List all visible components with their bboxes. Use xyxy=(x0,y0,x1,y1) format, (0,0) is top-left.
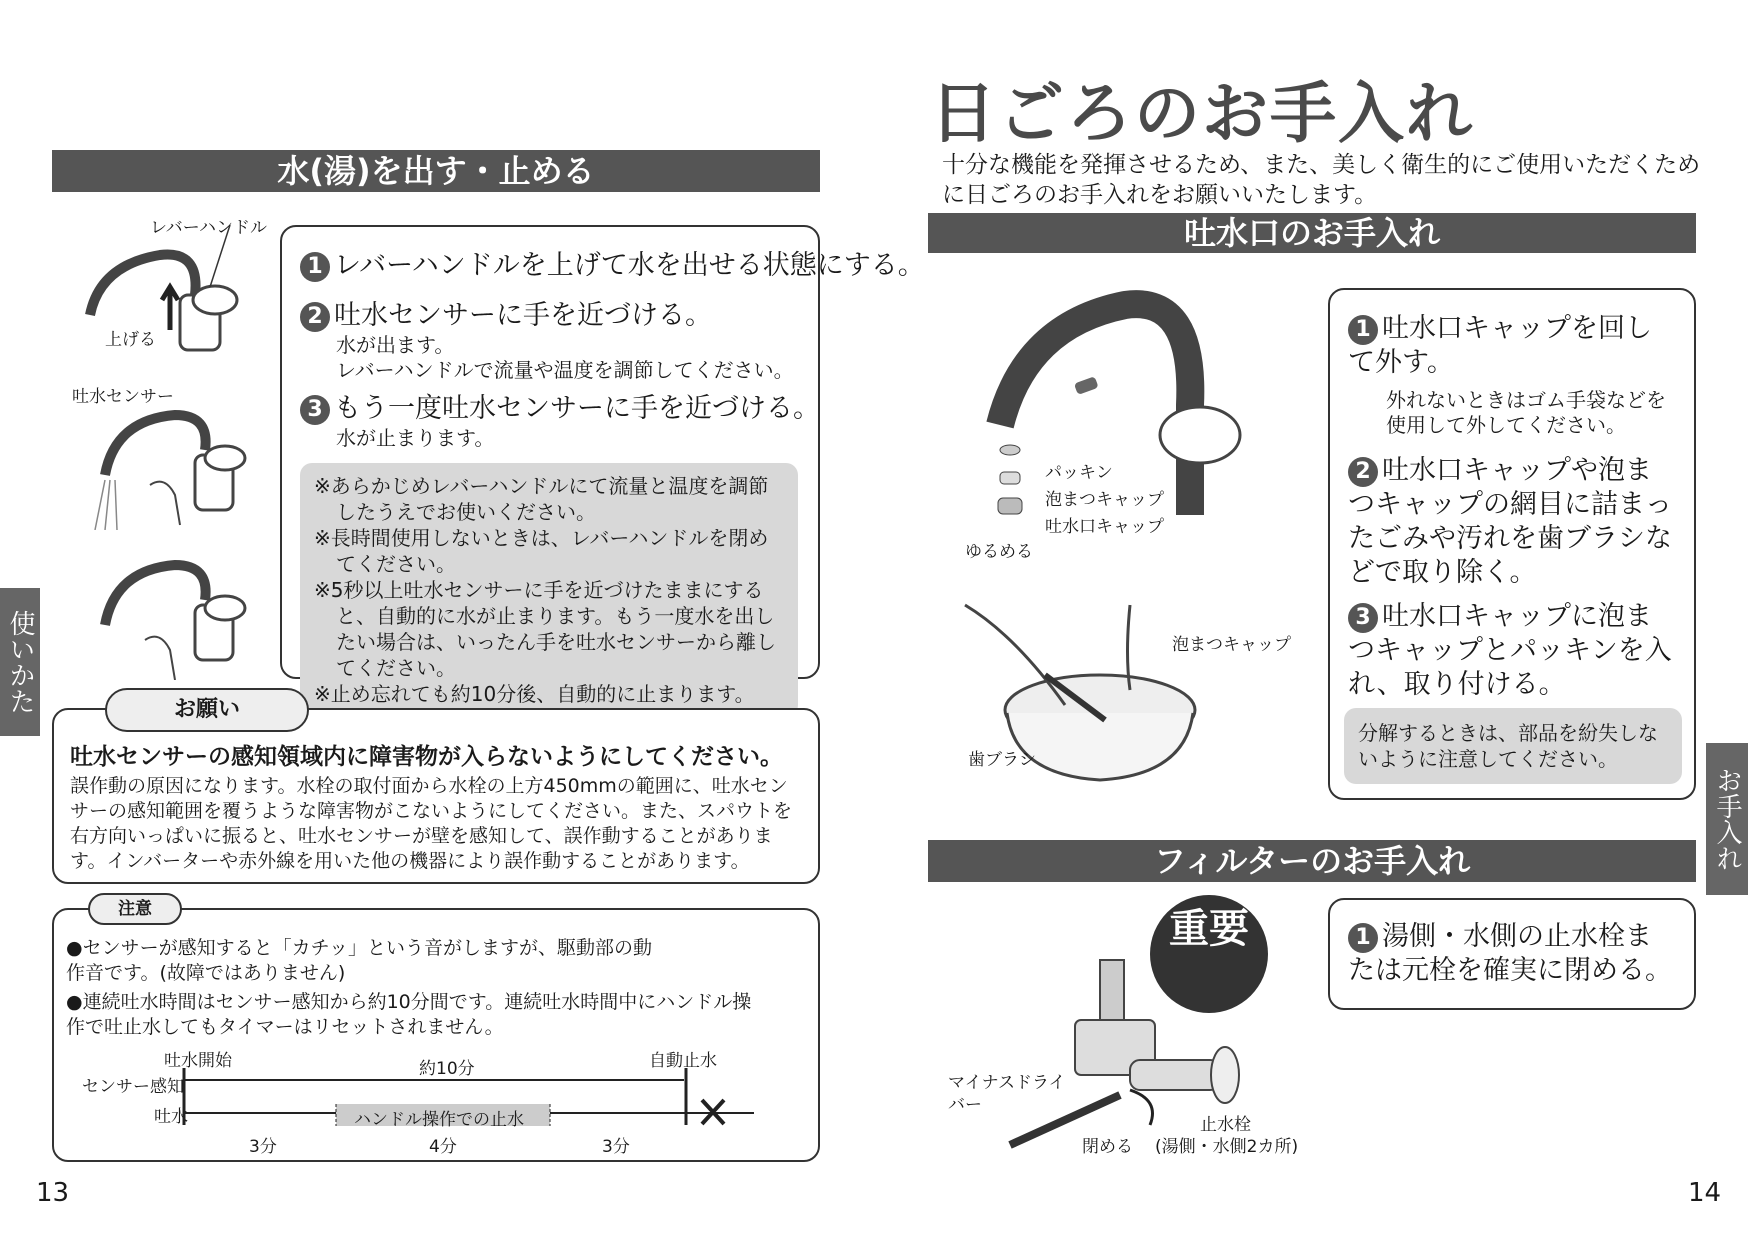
timeline-seg-2: 4分 xyxy=(429,1137,457,1157)
step-1-text: レバーハンドルを上げて水を出せる状態にする。 xyxy=(334,250,925,281)
step-number: 2 xyxy=(1348,457,1378,487)
filter-step-1 xyxy=(1348,920,1678,988)
step-number: 1 xyxy=(1348,923,1378,953)
side-tab-usage: 使いかた xyxy=(0,588,40,736)
step-2 xyxy=(300,299,794,383)
note-item: ※あらかじめレバーハンドルにて流量と温度を調節したうえでお使いください。 xyxy=(314,474,769,524)
side-tab-care: お手入れ xyxy=(1706,743,1748,895)
page-number-left: 13 xyxy=(36,1178,70,1208)
timeline-row-sensor: センサー感知 xyxy=(82,1077,184,1097)
page-number-right: 14 xyxy=(1688,1178,1722,1208)
page-title: 日ごろのお手入れ xyxy=(930,75,1474,152)
step-2-sub-1: 水が出ます。 xyxy=(336,333,455,357)
timeline-row-water: 吐水 xyxy=(154,1107,188,1127)
step-1 xyxy=(300,249,925,283)
spout-step-1-sub: 外れないときはゴム手袋などを使用して外してください。 xyxy=(1386,388,1666,437)
step-3-sub: 水が止まります。 xyxy=(336,426,495,450)
caution-label: 注意 xyxy=(88,893,182,925)
section-title-spout: 吐水口のお手入れ xyxy=(928,213,1696,253)
spout-note: 分解するときは、部品を紛失しないように注意してください。 xyxy=(1344,708,1682,784)
spout-parts-icons xyxy=(990,440,1050,540)
spout-step-1-text: 吐水口キャップを回して外す。 xyxy=(1348,313,1652,378)
request-box xyxy=(52,708,820,884)
label-toothbrush: 歯ブラシ xyxy=(968,750,1036,770)
steps-box-filter xyxy=(1328,898,1696,1010)
spout-step-1 xyxy=(1348,312,1678,438)
timeline-approx: 約10分 xyxy=(419,1059,475,1079)
spout-step-2 xyxy=(1348,454,1678,590)
faucet-illustration-hand-near xyxy=(85,400,265,530)
spout-step-2-text: 吐水口キャップや泡まつキャップの網目に詰まったごみや汚れを歯ブラシなどで取り除く。 xyxy=(1348,455,1672,588)
label-foam-cap: 泡まつキャップ xyxy=(1045,490,1164,510)
filter-step-1-text: 湯側・水側の止水栓または元栓を確実に閉める。 xyxy=(1348,921,1672,986)
spout-step-3-text: 吐水口キャップに泡まつキャップとパッキンを入れ、取り付ける。 xyxy=(1348,601,1672,700)
intro-text: 十分な機能を発揮させるため、また、美しく衛生的にご使用いただくために日ごろのお手入れをお願いいたします。 xyxy=(942,152,1701,208)
label-raise: 上げる xyxy=(105,330,156,350)
step-3-text: もう一度吐水センサーに手を近づける。 xyxy=(334,393,820,424)
caution-item-2: ●連続吐水時間はセンサー感知から約10分間です。連続吐水時間中にハンドル操作で吐止水してもタイマーはリセットされません。 xyxy=(66,991,752,1038)
section-title-water: 水(湯)を出す・止める xyxy=(52,150,820,192)
timeline-auto-stop: 自動止水 xyxy=(649,1051,717,1071)
request-heading: 吐水センサーの感知領域内に障害物が入らないようにしてください。 xyxy=(70,744,783,770)
step-2-sub-2: レバーハンドルで流量や温度を調節してください。 xyxy=(336,358,794,382)
step-3 xyxy=(300,392,820,451)
note-item: ※5秒以上吐水センサーに手を近づけたままにすると、自動的に水が止まります。もう一度水を出したい場合は、いったん手を吐水センサーから離してください。 xyxy=(314,578,776,680)
label-loosen: ゆるめる xyxy=(965,542,1033,562)
caution-box xyxy=(52,908,820,1162)
step-number: 3 xyxy=(300,395,330,425)
timeline-start: 吐水開始 xyxy=(164,1051,232,1071)
section-title-filter: フィルターのお手入れ xyxy=(928,840,1696,882)
request-body: 誤作動の原因になります。水栓の取付面から水栓の上方450mmの範囲に、吐水センサーの感知範囲を覆うような障害物がこないようにしてください。また、スパウトを右方向いっぱいに振ると、吐水センサーが壁を感知して、誤作動することがあります。インバーターや赤外線を用いた他の機器により誤作動することがあります。 xyxy=(70,775,793,872)
caution-item-1: ●センサーが感知すると「カチッ」という音がしますが、駆動部の動作音です。(故障ではありません) xyxy=(66,937,653,984)
label-valve: 止水栓 xyxy=(1200,1115,1251,1135)
label-sensor: 吐水センサー xyxy=(72,387,174,407)
step-number: 1 xyxy=(300,252,330,282)
steps-box-water xyxy=(280,225,925,706)
note-item: ※止め忘れても約10分後、自動的に止まります。 xyxy=(314,682,755,706)
label-close: 閉める xyxy=(1082,1137,1133,1157)
spout-step-3 xyxy=(1348,600,1678,702)
step-number: 1 xyxy=(1348,315,1378,345)
label-lever-handle: レバーハンドル xyxy=(150,218,267,238)
step-number: 3 xyxy=(1348,603,1378,633)
step-2-text: 吐水センサーに手を近づける。 xyxy=(334,300,712,331)
important-badge: 重要 xyxy=(1150,895,1268,1013)
faucet-illustration-hand-stop xyxy=(85,550,265,680)
note-item: ※長時間使用しないときは、レバーハンドルを閉めてください。 xyxy=(314,526,769,576)
label-spout-cap: 吐水口キャップ xyxy=(1045,517,1164,537)
timeline-seg-1: 3分 xyxy=(249,1137,277,1157)
label-packing: パッキン xyxy=(1045,463,1113,483)
label-driver: マイナスドライバー xyxy=(948,1073,1066,1115)
timeline-handle-stop: ハンドル操作での止水 xyxy=(354,1110,524,1130)
timeline-seg-3: 3分 xyxy=(602,1137,630,1157)
label-foam-cap-2: 泡まつキャップ xyxy=(1172,635,1291,655)
step-number: 2 xyxy=(300,302,330,332)
request-label: お願い xyxy=(105,688,309,732)
notes-panel xyxy=(300,463,798,717)
label-valve-sub: (湯側・水側2カ所) xyxy=(1155,1137,1299,1157)
steps-box-spout xyxy=(1328,288,1696,800)
